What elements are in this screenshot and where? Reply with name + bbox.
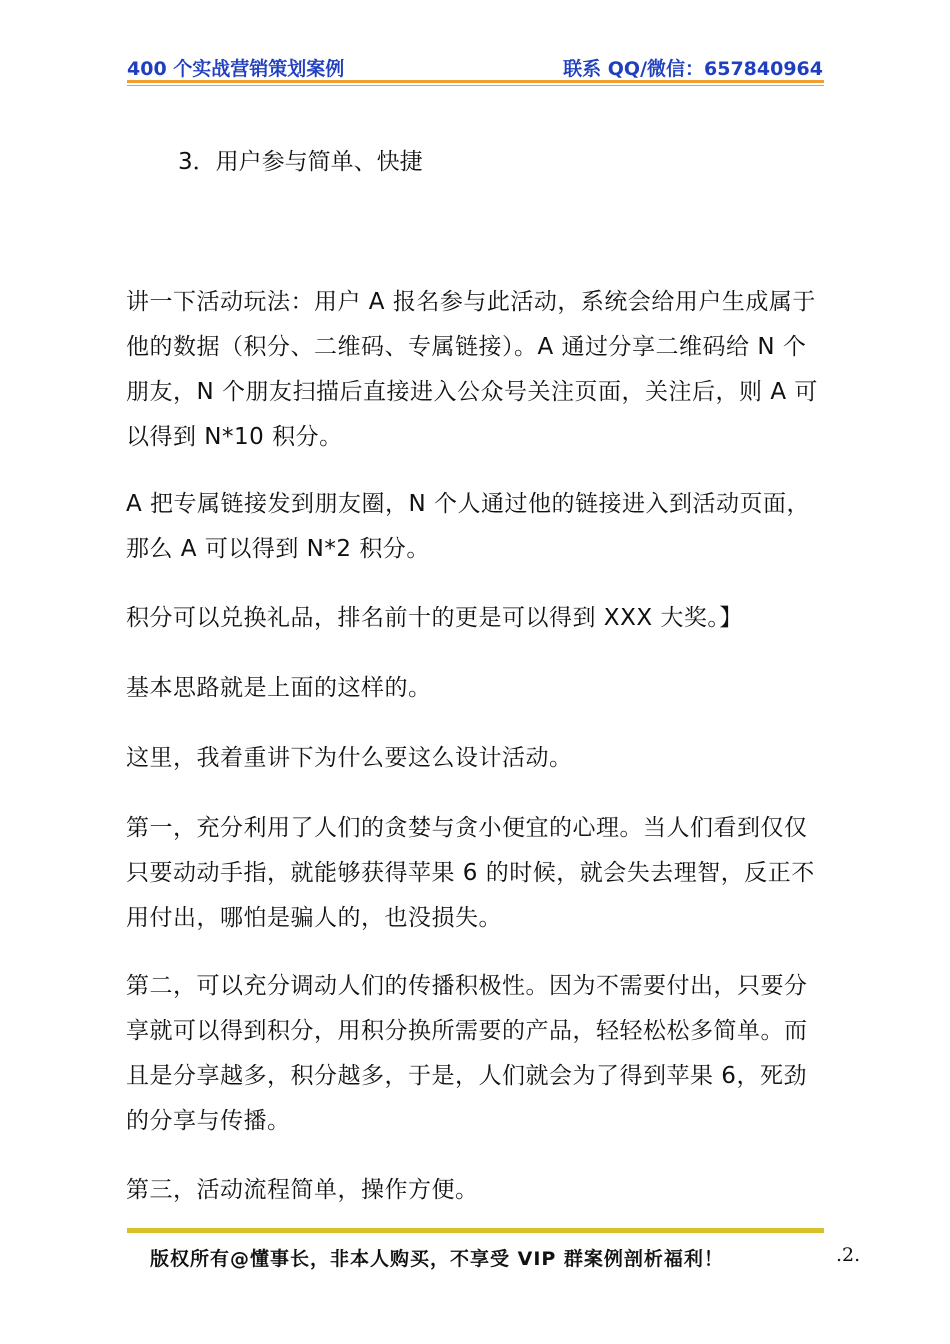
paragraph-second-reason: 第二，可以充分调动人们的传播积极性。因为不需要付出，只要分享就可以得到积分，用积分换所需要的产品，轻轻松松多简单。而且是分享越多，积分越多，于是，人们就会为了得到苹果 6，死劲的分享与传播。 [126, 973, 808, 1134]
paragraph-prizes: 积分可以兑换礼品，排名前十的更是可以得到 XXX 大奖。】 [126, 605, 743, 631]
header-divider-thin [127, 85, 824, 86]
page-number: .2. [836, 1244, 861, 1266]
paragraph-basic-idea: 基本思路就是上面的这样的。 [126, 675, 432, 701]
footer-divider [127, 1228, 824, 1233]
header-title: 400 个实战营销策划案例 [127, 58, 345, 80]
paragraph-first-reason: 第一，充分利用了人们的贪婪与贪小便宜的心理。当人们看到仅仅只要动动手指，就能够获得苹果 6 的时候，就会失去理智，反正不用付出，哪怕是骗人的，也没损失。 [126, 815, 815, 931]
paragraph-rules: 讲一下活动玩法：用户 A 报名参与此活动，系统会给用户生成属于他的数据（积分、二维码、专属链接）。A 通过分享二维码给 N 个朋友，N 个朋友扫描后直接进入公众号关注页面，关注后，则 A 可以得到 N*10 积分。 [126, 289, 818, 450]
header-contact: 联系 QQ/微信：657840964 [563, 58, 823, 80]
footer-copyright: 版权所有@懂事长，非本人购买，不享受 VIP 群案例剖析福利！ [150, 1248, 724, 1270]
header-divider [127, 80, 824, 83]
section-heading: 3．用户参与简单、快捷 [178, 149, 423, 175]
paragraph-share-link: A 把专属链接发到朋友圈，N 个人通过他的链接进入到活动页面，那么 A 可以得到 N*2 积分。 [126, 491, 811, 562]
paragraph-third-reason: 第三，活动流程简单，操作方便。 [126, 1177, 479, 1203]
paragraph-why-design: 这里，我着重讲下为什么要这么设计活动。 [126, 745, 573, 771]
